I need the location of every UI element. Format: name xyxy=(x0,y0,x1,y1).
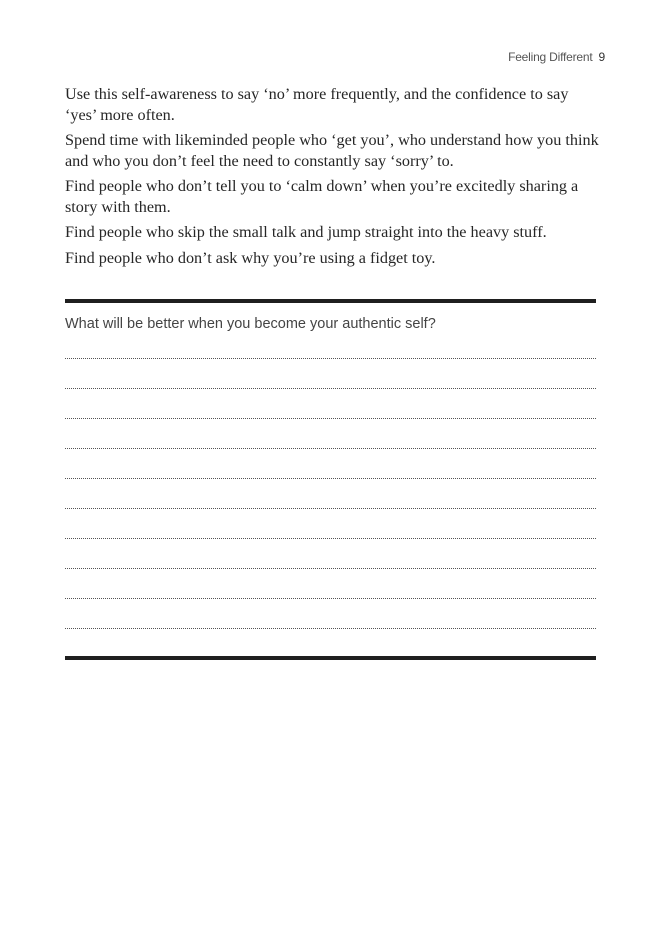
chapter-title: Feeling Different xyxy=(508,50,593,64)
running-header xyxy=(508,50,605,64)
writing-line[interactable] xyxy=(65,568,596,597)
writing-line[interactable] xyxy=(65,598,596,627)
writing-line[interactable] xyxy=(65,628,596,657)
paragraph: Spend time with likeminded people who ‘get you’, who understand how you think and who you don’t feel the need to constantly say ‘sorry’ to. xyxy=(65,131,599,170)
body-text xyxy=(65,84,601,273)
paragraph: Use this self-awareness to say ‘no’ more frequently, and the confidence to say ‘yes’ more often. xyxy=(65,85,569,124)
writing-line[interactable] xyxy=(65,388,596,417)
writing-line[interactable] xyxy=(65,508,596,537)
paragraph: Find people who skip the small talk and jump straight into the heavy stuff. xyxy=(65,223,547,241)
exercise-prompt: What will be better when you become your authentic self? xyxy=(65,316,436,332)
exercise-top-rule xyxy=(65,299,596,303)
writing-line[interactable] xyxy=(65,538,596,567)
writing-line[interactable] xyxy=(65,448,596,477)
writing-line[interactable] xyxy=(65,478,596,507)
writing-line[interactable] xyxy=(65,418,596,447)
paragraph: Find people who don’t ask why you’re using a fidget toy. xyxy=(65,248,436,267)
page-number: 9 xyxy=(598,50,605,64)
paragraph: Find people who don’t tell you to ‘calm down’ when you’re excitedly sharing a story with them. xyxy=(65,177,579,216)
exercise-bottom-rule xyxy=(65,656,596,660)
writing-lines xyxy=(65,358,596,658)
writing-line[interactable] xyxy=(65,358,596,387)
